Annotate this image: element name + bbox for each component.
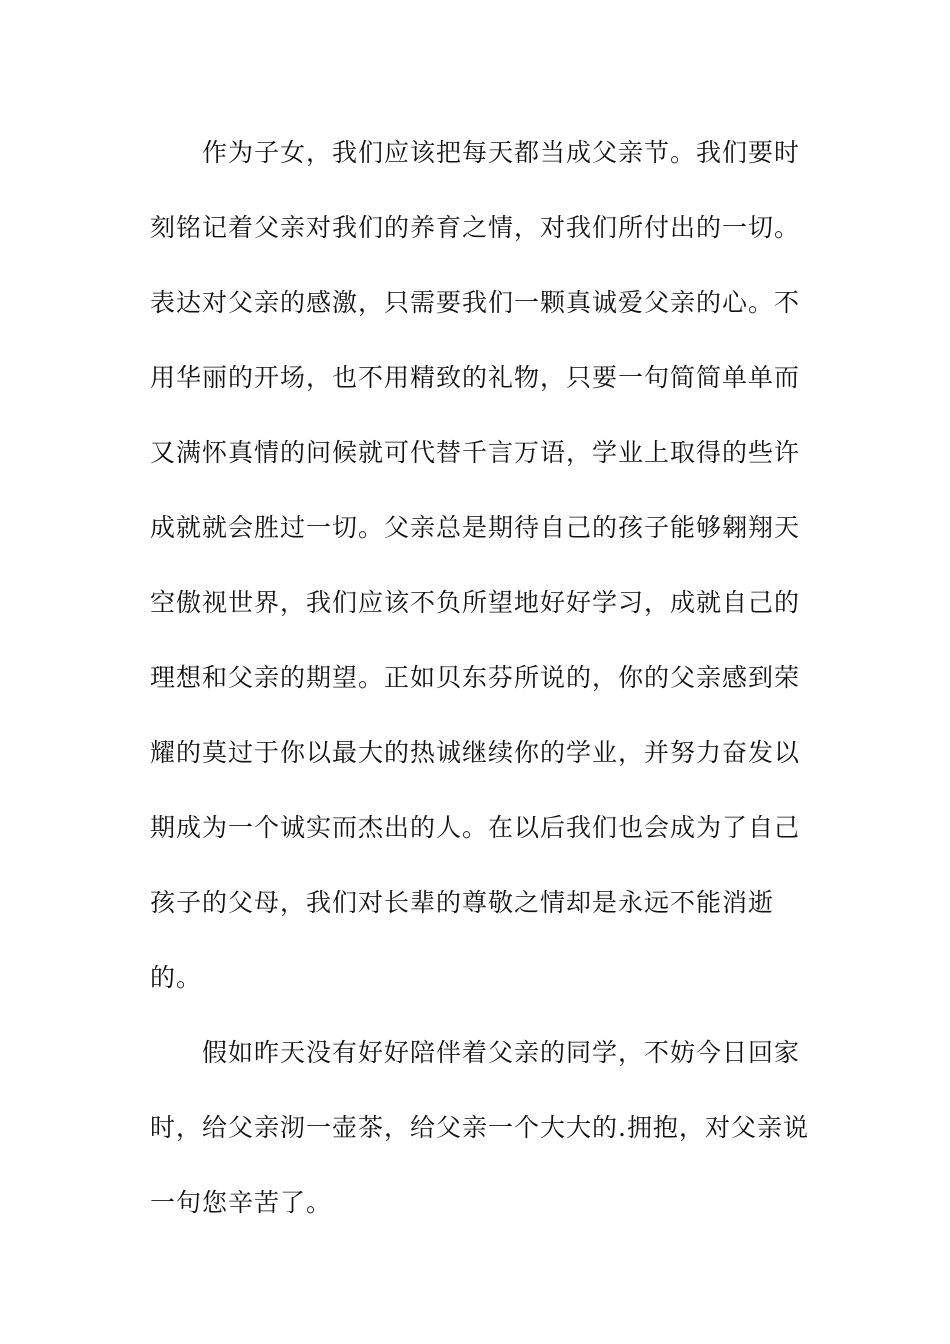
- text-line: 耀的莫过于你以最大的热诚继续你的学业，并努力奋发以: [150, 738, 801, 767]
- text-line: 期成为一个诚实而杰出的人。在以后我们也会成为了自己: [150, 813, 801, 842]
- text-line: 空傲视世界，我们应该不负所望地好好学习，成就自己的: [150, 588, 801, 617]
- paragraph-2: [150, 1023, 810, 1248]
- text-line: 表达对父亲的感激，只需要我们一颗真诚爱父亲的心。不: [150, 288, 801, 317]
- paragraph-1: [150, 123, 810, 1023]
- text-line: 作为子女，我们应该把每天都当成父亲节。我们要时: [202, 138, 801, 167]
- text-line: 的。: [150, 963, 203, 992]
- text-line: 时，给父亲沏一壶茶，给父亲一个大大的.拥抱，对父亲说: [150, 1113, 809, 1142]
- text-line: 成就就会胜过一切。父亲总是期待自己的孩子能够翱翔天: [150, 513, 801, 542]
- text-line: 一句您辛苦了。: [150, 1188, 333, 1217]
- text-line: 理想和父亲的期望。正如贝东芬所说的，你的父亲感到荣: [150, 663, 801, 692]
- document-body: [150, 123, 810, 1248]
- text-line: 刻铭记着父亲对我们的养育之情，对我们所付出的一切。: [150, 213, 801, 242]
- text-line: 孩子的父母，我们对长辈的尊敬之情却是永远不能消逝: [150, 888, 775, 917]
- text-line: 用华丽的开场，也不用精致的礼物，只要一句简简单单而: [150, 363, 801, 392]
- text-line: 又满怀真情的问候就可代替千言万语，学业上取得的些许: [150, 438, 801, 467]
- text-line: 假如昨天没有好好陪伴着父亲的同学，不妨今日回家: [202, 1038, 801, 1067]
